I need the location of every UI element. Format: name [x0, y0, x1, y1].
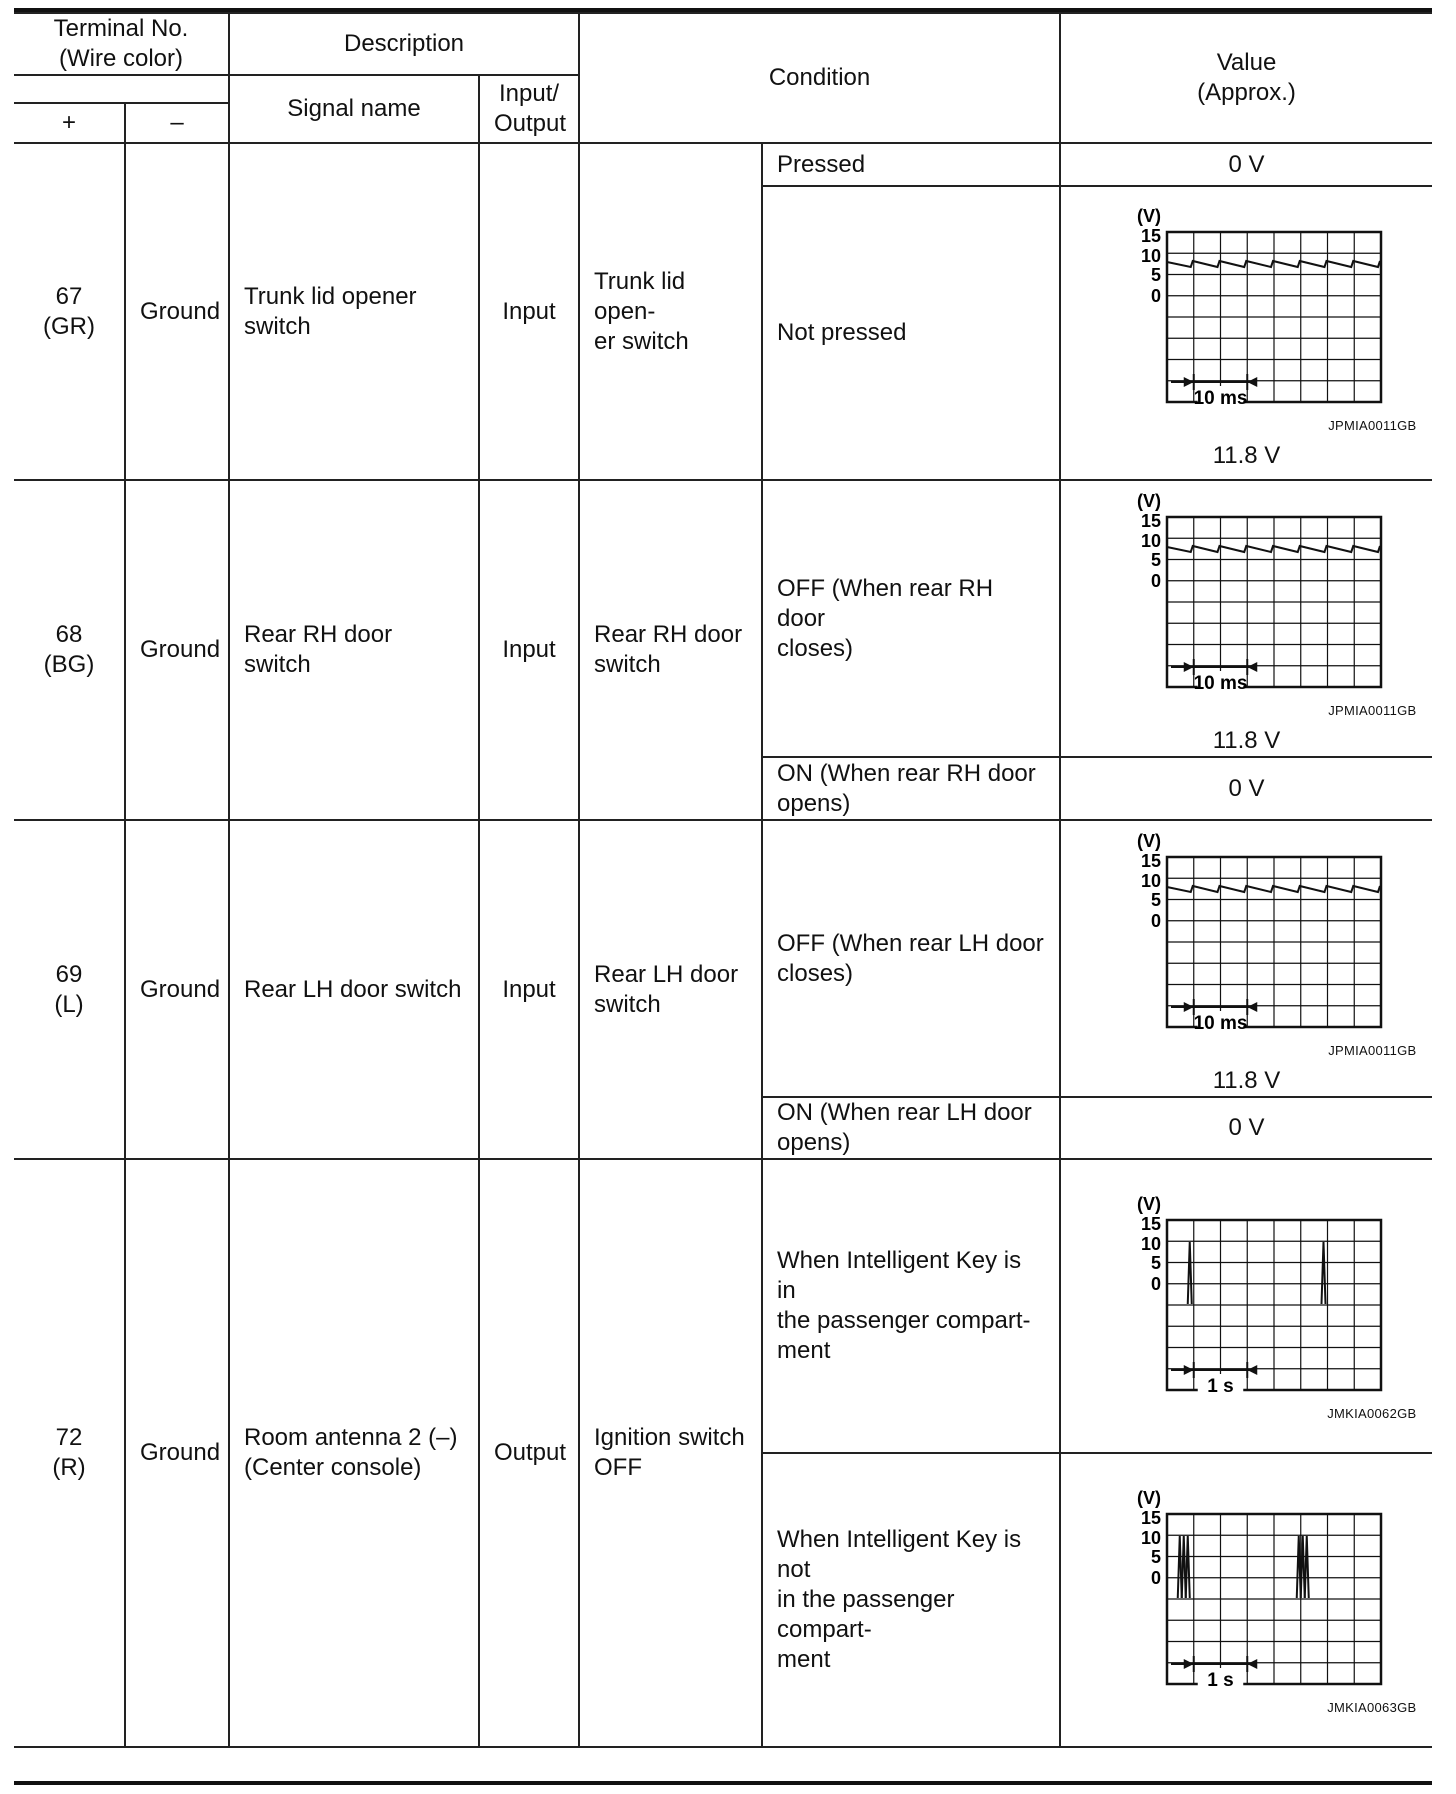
sub-condition-line: OFF (When rear RH door	[777, 574, 994, 632]
value-header	[1060, 13, 1432, 143]
condition-cell	[579, 1159, 762, 1747]
minus-terminal-cell: Ground	[125, 820, 229, 1159]
sub-condition-line: the passenger compart-	[777, 1307, 1031, 1334]
condition-line: Ignition switch	[594, 1424, 745, 1451]
terminal-cell	[14, 480, 125, 820]
value-text: 11.8 V	[1212, 1067, 1281, 1094]
condition-line: OFF	[594, 1454, 643, 1481]
value-cell: 0 V	[1060, 1097, 1432, 1159]
io-header	[479, 75, 579, 143]
value-cell	[1060, 480, 1432, 757]
oscilloscope-waveform	[1097, 196, 1417, 441]
terminal-cell	[14, 820, 125, 1159]
signal-name-cell	[229, 143, 479, 480]
wire-color: (R)	[52, 1454, 86, 1481]
sub-condition-line: closes)	[777, 634, 854, 662]
scope-figure	[1097, 196, 1397, 411]
value-cell: 0 V	[1060, 757, 1432, 820]
scope-tick-label: 0	[1150, 1567, 1161, 1588]
scope-tick-label: 0	[1150, 285, 1161, 306]
wire-color: (GR)	[43, 312, 95, 340]
plus-header: +	[14, 103, 125, 143]
value-cell: 0 V	[1060, 143, 1432, 186]
signal-name-header: Signal name	[229, 75, 479, 143]
terminal-number: 69	[55, 960, 83, 988]
terminal-number: 67	[55, 282, 83, 310]
condition-line: switch	[594, 990, 661, 1018]
sub-condition-line: ON (When rear LH door	[777, 1099, 1032, 1126]
scope-figure	[1097, 1478, 1397, 1693]
scope-tick-label: 0	[1150, 911, 1161, 931]
scope-tick-label: 5	[1150, 890, 1161, 910]
sub-condition-line: When Intelligent Key is in	[777, 1247, 1022, 1304]
wire-color: (BG)	[43, 651, 95, 678]
sub-condition-cell	[762, 1159, 1060, 1453]
terminal-number: 72	[55, 1424, 83, 1451]
value-cell	[1060, 186, 1432, 480]
scope-tick-label: 5	[1150, 1252, 1161, 1273]
minus-terminal-cell: Ground	[125, 143, 229, 480]
scope-unit-label: (V)	[1136, 831, 1161, 851]
sub-condition-cell	[762, 757, 1060, 820]
scope-unit-label: (V)	[1136, 1487, 1161, 1508]
terminal-header-cont	[14, 75, 229, 103]
table-row-72	[14, 1159, 1432, 1453]
table-row-69	[14, 820, 1432, 1097]
terminal-no-label: Terminal No.	[53, 15, 189, 42]
oscilloscope-waveform	[1097, 481, 1417, 726]
header-row-1	[14, 13, 1432, 75]
scope-unit-label: (V)	[1136, 205, 1161, 226]
value-cell	[1060, 1453, 1432, 1747]
condition-cell	[579, 480, 762, 820]
condition-line: Rear LH door	[594, 960, 739, 988]
scope-tick-label: 10	[1140, 871, 1161, 891]
sub-condition-line: OFF (When rear LH door	[777, 929, 1044, 957]
value-label: Value	[1216, 49, 1277, 76]
sub-condition-line: ment	[777, 1337, 831, 1364]
scope-tick-label: 5	[1150, 550, 1161, 570]
scope-time-label: 10 ms	[1193, 387, 1247, 409]
sub-condition-line: closes)	[777, 959, 854, 987]
scope-unit-label: (V)	[1136, 491, 1161, 511]
terminal-cell	[14, 1159, 125, 1747]
scope-tick-label: 5	[1150, 264, 1161, 285]
scope-tick-label: 5	[1150, 1546, 1161, 1567]
signal-name-line: (Center console)	[244, 1454, 422, 1481]
value-text: 11.8 V	[1212, 441, 1281, 469]
sub-condition-cell	[762, 820, 1060, 1097]
condition-line: er switch	[594, 327, 689, 355]
scope-unit-label: (V)	[1136, 1193, 1161, 1214]
sub-condition-cell	[762, 1453, 1060, 1747]
sub-condition-cell: Not pressed	[762, 186, 1060, 480]
scope-tick-label: 15	[1140, 1507, 1161, 1528]
scope-time-label: 10 ms	[1193, 673, 1247, 694]
scope-tick-label: 15	[1140, 225, 1161, 246]
scope-tick-label: 15	[1140, 851, 1161, 871]
scope-figure	[1097, 821, 1397, 1036]
condition-header: Condition	[579, 13, 1060, 143]
sub-condition-line: opens)	[777, 789, 851, 817]
terminal-number: 68	[55, 621, 83, 648]
signal-name-line: switch	[244, 312, 311, 340]
sub-condition-cell: Pressed	[762, 143, 1060, 186]
signal-name-line: Trunk lid opener	[244, 282, 417, 310]
table-bottom-rule	[14, 1781, 1432, 1785]
signal-name-line: Room antenna 2 (–)	[244, 1424, 458, 1451]
io-cell: Output	[479, 1159, 579, 1747]
oscilloscope-waveform	[1097, 821, 1417, 1066]
scope-tick-label: 10	[1140, 1527, 1161, 1548]
output-label: Output	[494, 110, 567, 137]
wire-color-label: (Wire color)	[59, 45, 183, 72]
wire-color: (L)	[54, 990, 84, 1018]
terminal-cell	[14, 143, 125, 480]
scope-time-label: 1 s	[1206, 1375, 1234, 1397]
scope-tick-label: 15	[1140, 1213, 1161, 1234]
sub-condition-cell	[762, 1097, 1060, 1159]
scope-figure	[1097, 1184, 1397, 1399]
figure-code: JMKIA0062GB	[1327, 1405, 1417, 1421]
value-cell	[1060, 820, 1432, 1097]
sub-condition-line: in the passenger compart-	[777, 1586, 955, 1643]
scope-time-label: 10 ms	[1193, 1013, 1247, 1034]
minus-terminal-cell: Ground	[125, 480, 229, 820]
sub-condition-line: ON (When rear RH door	[777, 759, 1036, 787]
value-cell	[1060, 1159, 1432, 1453]
scope-tick-label: 0	[1150, 1273, 1161, 1294]
table-row-67	[14, 143, 1432, 186]
condition-line: Trunk lid open-	[594, 267, 686, 325]
sub-condition-line: When Intelligent Key is not	[777, 1526, 1022, 1583]
condition-line: Rear RH door	[594, 621, 743, 648]
io-cell: Input	[479, 143, 579, 480]
scope-tick-label: 15	[1140, 511, 1161, 531]
terminal-spec-table	[14, 12, 1432, 1748]
condition-cell	[579, 820, 762, 1159]
table-row-68	[14, 480, 1432, 757]
signal-name-cell: Rear LH door switch	[229, 820, 479, 1159]
condition-cell	[579, 143, 762, 480]
scope-tick-label: 10	[1140, 1233, 1161, 1254]
io-cell: Input	[479, 820, 579, 1159]
minus-header: –	[125, 103, 229, 143]
scope-tick-label: 10	[1140, 531, 1161, 551]
input-label: Input/	[498, 80, 560, 107]
signal-name-cell: Rear RH door switch	[229, 480, 479, 820]
minus-terminal-cell: Ground	[125, 1159, 229, 1747]
scope-tick-label: 0	[1150, 571, 1161, 591]
oscilloscope-waveform	[1097, 1184, 1417, 1429]
sub-condition-cell	[762, 480, 1060, 757]
approx-label: (Approx.)	[1197, 79, 1296, 106]
scope-tick-label: 10	[1140, 245, 1161, 266]
figure-code: JPMIA0011GB	[1328, 703, 1417, 718]
scope-figure	[1097, 481, 1397, 696]
condition-line: switch	[594, 651, 661, 678]
sub-condition-line: ment	[777, 1646, 831, 1673]
terminal-header	[14, 13, 229, 75]
description-header: Description	[229, 13, 579, 75]
figure-code: JPMIA0011GB	[1328, 417, 1417, 433]
io-cell: Input	[479, 480, 579, 820]
sub-condition-line: opens)	[777, 1129, 851, 1156]
scope-time-label: 1 s	[1206, 1669, 1234, 1691]
figure-code: JMKIA0063GB	[1327, 1699, 1417, 1715]
figure-code: JPMIA0011GB	[1328, 1043, 1417, 1058]
value-text: 11.8 V	[1212, 727, 1281, 754]
oscilloscope-waveform	[1097, 1478, 1417, 1723]
signal-name-cell	[229, 1159, 479, 1747]
